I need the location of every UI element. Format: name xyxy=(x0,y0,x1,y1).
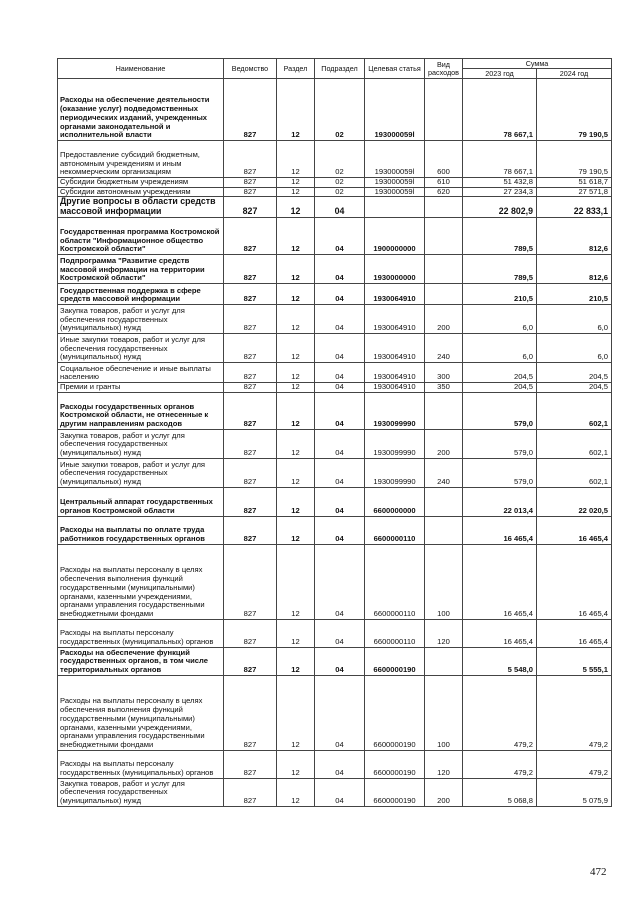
row-sum-2024: 22 020,5 xyxy=(537,487,612,516)
header-name: Наименование xyxy=(58,59,224,79)
row-article: 1930000000 xyxy=(365,255,425,284)
row-podrazdel: 04 xyxy=(315,778,365,806)
row-razdel: 12 xyxy=(277,392,315,429)
row-article: 6600000190 xyxy=(365,647,425,675)
row-ved: 827 xyxy=(224,487,277,516)
row-article: 1930064910 xyxy=(365,363,425,383)
table-row xyxy=(58,458,612,487)
row-name: Расходы на обеспечение функций государственных органов, в том числе территориальных органов xyxy=(58,647,224,675)
table-row xyxy=(58,197,612,218)
row-name: Расходы на выплаты персоналу государственных (муниципальных) органов xyxy=(58,619,224,647)
row-ved: 827 xyxy=(224,284,277,305)
row-article: 6600000110 xyxy=(365,619,425,647)
row-podrazdel: 04 xyxy=(315,750,365,778)
row-razdel: 12 xyxy=(277,750,315,778)
row-name: Закупка товаров, работ и услуг для обеспечения государственных (муниципальных) нужд xyxy=(58,429,224,458)
row-name: Предоставление субсидий бюджетным, автономным учреждениям и иным некоммерческим организациям xyxy=(58,141,224,178)
table-row xyxy=(58,429,612,458)
row-sum-2023: 579,0 xyxy=(463,429,537,458)
row-razdel: 12 xyxy=(277,383,315,393)
row-podrazdel: 04 xyxy=(315,544,365,619)
row-name: Субсидии автономным учреждениям xyxy=(58,187,224,197)
row-ved: 827 xyxy=(224,178,277,188)
row-sum-2023: 789,5 xyxy=(463,218,537,255)
row-sum-2024: 204,5 xyxy=(537,383,612,393)
header-article: Целевая статья xyxy=(365,59,425,79)
row-ved: 827 xyxy=(224,458,277,487)
row-podrazdel: 02 xyxy=(315,79,365,141)
row-vid: 600 xyxy=(425,141,463,178)
row-vid: 100 xyxy=(425,544,463,619)
row-vid: 620 xyxy=(425,187,463,197)
row-name: Расходы на выплаты персоналу государственных (муниципальных) органов xyxy=(58,750,224,778)
row-sum-2024: 22 833,1 xyxy=(537,197,612,218)
row-name: Государственная программа Костромской области "Информационное общество Костромской области" xyxy=(58,218,224,255)
row-sum-2024: 16 465,4 xyxy=(537,516,612,544)
row-name: Премии и гранты xyxy=(58,383,224,393)
row-podrazdel: 04 xyxy=(315,516,365,544)
row-vid: 610 xyxy=(425,178,463,188)
row-razdel: 12 xyxy=(277,429,315,458)
table-row xyxy=(58,619,612,647)
row-razdel: 12 xyxy=(277,544,315,619)
row-podrazdel: 04 xyxy=(315,619,365,647)
row-name: Закупка товаров, работ и услуг для обеспечения государственных (муниципальных) нужд xyxy=(58,305,224,334)
row-razdel: 12 xyxy=(277,79,315,141)
table-row xyxy=(58,79,612,141)
row-vid: 120 xyxy=(425,619,463,647)
row-razdel: 12 xyxy=(277,197,315,218)
row-sum-2024: 479,2 xyxy=(537,750,612,778)
row-podrazdel: 04 xyxy=(315,284,365,305)
row-podrazdel: 04 xyxy=(315,305,365,334)
row-razdel: 12 xyxy=(277,141,315,178)
row-ved: 827 xyxy=(224,255,277,284)
row-sum-2023: 210,5 xyxy=(463,284,537,305)
row-sum-2023: 6,0 xyxy=(463,334,537,363)
row-article: 1930064910 xyxy=(365,334,425,363)
row-sum-2023: 16 465,4 xyxy=(463,544,537,619)
row-ved: 827 xyxy=(224,218,277,255)
row-ved: 827 xyxy=(224,141,277,178)
row-sum-2023: 16 465,4 xyxy=(463,516,537,544)
row-vid xyxy=(425,79,463,141)
row-name: Другие вопросы в области средств массовой информации xyxy=(58,197,224,218)
table-row xyxy=(58,178,612,188)
row-article: 6600000110 xyxy=(365,516,425,544)
row-article: 1930064910 xyxy=(365,305,425,334)
row-razdel: 12 xyxy=(277,516,315,544)
row-ved: 827 xyxy=(224,516,277,544)
row-vid xyxy=(425,647,463,675)
row-name: Центральный аппарат государственных органов Костромской области xyxy=(58,487,224,516)
header-razdel: Раздел xyxy=(277,59,315,79)
row-sum-2023: 51 432,8 xyxy=(463,178,537,188)
row-article: 1930064910 xyxy=(365,383,425,393)
row-vid xyxy=(425,487,463,516)
row-razdel: 12 xyxy=(277,647,315,675)
row-razdel: 12 xyxy=(277,334,315,363)
row-podrazdel: 04 xyxy=(315,218,365,255)
row-ved: 827 xyxy=(224,363,277,383)
table-row xyxy=(58,363,612,383)
row-sum-2024: 79 190,5 xyxy=(537,79,612,141)
header-2023: 2023 год xyxy=(463,69,537,79)
row-vid: 100 xyxy=(425,675,463,750)
row-sum-2023: 22 013,4 xyxy=(463,487,537,516)
row-sum-2023: 204,5 xyxy=(463,363,537,383)
row-podrazdel: 04 xyxy=(315,334,365,363)
row-vid: 200 xyxy=(425,305,463,334)
row-vid: 120 xyxy=(425,750,463,778)
row-sum-2024: 27 571,8 xyxy=(537,187,612,197)
table-row xyxy=(58,255,612,284)
table-row xyxy=(58,778,612,806)
row-sum-2024: 16 465,4 xyxy=(537,544,612,619)
table-row xyxy=(58,383,612,393)
row-name: Расходы на выплаты персоналу в целях обеспечения выполнения функций государственными (муниципальными) органами, казенными учреждениями, органами управления государственными внебюджетными фондами xyxy=(58,544,224,619)
row-podrazdel: 04 xyxy=(315,363,365,383)
row-podrazdel: 04 xyxy=(315,647,365,675)
row-vid: 350 xyxy=(425,383,463,393)
row-sum-2023: 579,0 xyxy=(463,392,537,429)
row-sum-2023: 479,2 xyxy=(463,750,537,778)
row-sum-2023: 789,5 xyxy=(463,255,537,284)
row-article: 193000059l xyxy=(365,141,425,178)
page-number: 472 xyxy=(590,866,607,878)
row-podrazdel: 04 xyxy=(315,487,365,516)
row-podrazdel: 04 xyxy=(315,675,365,750)
row-sum-2023: 5 548,0 xyxy=(463,647,537,675)
table-row xyxy=(58,141,612,178)
table-row xyxy=(58,544,612,619)
row-name: Подпрограмма "Развитие средств массовой информации на территории Костромской области" xyxy=(58,255,224,284)
row-sum-2023: 5 068,8 xyxy=(463,778,537,806)
row-article: 6600000190 xyxy=(365,750,425,778)
row-sum-2024: 812,6 xyxy=(537,255,612,284)
row-sum-2023: 579,0 xyxy=(463,458,537,487)
row-razdel: 12 xyxy=(277,305,315,334)
row-sum-2024: 210,5 xyxy=(537,284,612,305)
row-razdel: 12 xyxy=(277,255,315,284)
budget-table xyxy=(57,58,612,807)
row-razdel: 12 xyxy=(277,675,315,750)
row-sum-2024: 5 075,9 xyxy=(537,778,612,806)
row-vid: 300 xyxy=(425,363,463,383)
header-summa: Сумма xyxy=(463,59,612,69)
row-podrazdel: 04 xyxy=(315,429,365,458)
row-ved: 827 xyxy=(224,305,277,334)
row-vid xyxy=(425,218,463,255)
row-podrazdel: 04 xyxy=(315,197,365,218)
row-podrazdel: 02 xyxy=(315,187,365,197)
row-razdel: 12 xyxy=(277,619,315,647)
row-sum-2023: 27 234,3 xyxy=(463,187,537,197)
row-sum-2024: 16 465,4 xyxy=(537,619,612,647)
row-article: 6600000110 xyxy=(365,544,425,619)
row-vid xyxy=(425,255,463,284)
row-sum-2024: 602,1 xyxy=(537,458,612,487)
row-name: Закупка товаров, работ и услуг для обеспечения государственных (муниципальных) нужд xyxy=(58,778,224,806)
row-name: Расходы на выплаты по оплате труда работников государственных органов xyxy=(58,516,224,544)
row-sum-2024: 6,0 xyxy=(537,334,612,363)
row-vid: 240 xyxy=(425,334,463,363)
row-sum-2024: 479,2 xyxy=(537,675,612,750)
row-sum-2023: 6,0 xyxy=(463,305,537,334)
table-row xyxy=(58,392,612,429)
row-article: 1930099990 xyxy=(365,458,425,487)
row-article: 1930064910 xyxy=(365,284,425,305)
row-razdel: 12 xyxy=(277,178,315,188)
row-ved: 827 xyxy=(224,675,277,750)
row-vid xyxy=(425,392,463,429)
row-razdel: 12 xyxy=(277,487,315,516)
row-podrazdel: 04 xyxy=(315,392,365,429)
row-name: Расходы на выплаты персоналу в целях обеспечения выполнения функций государственными (муниципальными) органами, казенными учреждениями, органами управления государственными внебюджетными фондами xyxy=(58,675,224,750)
table-row xyxy=(58,305,612,334)
header-2024: 2024 год xyxy=(537,69,612,79)
row-razdel: 12 xyxy=(277,218,315,255)
row-name: Социальное обеспечение и иные выплаты населению xyxy=(58,363,224,383)
table-row xyxy=(58,750,612,778)
row-article: 193000059l xyxy=(365,178,425,188)
row-ved: 827 xyxy=(224,334,277,363)
table-row xyxy=(58,487,612,516)
row-razdel: 12 xyxy=(277,363,315,383)
row-vid: 240 xyxy=(425,458,463,487)
row-sum-2023: 204,5 xyxy=(463,383,537,393)
row-ved: 827 xyxy=(224,778,277,806)
header-ved: Ведомство xyxy=(224,59,277,79)
row-sum-2024: 51 618,7 xyxy=(537,178,612,188)
row-article: 193000059l xyxy=(365,187,425,197)
row-vid: 200 xyxy=(425,778,463,806)
row-sum-2024: 6,0 xyxy=(537,305,612,334)
row-sum-2024: 5 555,1 xyxy=(537,647,612,675)
row-name: Иные закупки товаров, работ и услуг для обеспечения государственных (муниципальных) нужд xyxy=(58,458,224,487)
row-podrazdel: 04 xyxy=(315,458,365,487)
table-row xyxy=(58,284,612,305)
row-vid xyxy=(425,197,463,218)
row-podrazdel: 02 xyxy=(315,141,365,178)
row-ved: 827 xyxy=(224,619,277,647)
row-razdel: 12 xyxy=(277,778,315,806)
budget-table-sheet xyxy=(57,58,611,807)
row-article: 6600000190 xyxy=(365,778,425,806)
row-razdel: 12 xyxy=(277,458,315,487)
table-row xyxy=(58,334,612,363)
row-name: Иные закупки товаров, работ и услуг для обеспечения государственных (муниципальных) нужд xyxy=(58,334,224,363)
header-podrazdel: Подраздел xyxy=(315,59,365,79)
row-name: Расходы на обеспечение деятельности (оказание услуг) подведомственных периодических изданий, учрежденных органами законодательной и исполнительной власти xyxy=(58,79,224,141)
row-ved: 827 xyxy=(224,750,277,778)
row-razdel: 12 xyxy=(277,284,315,305)
row-sum-2023: 16 465,4 xyxy=(463,619,537,647)
row-name: Расходы государственных органов Костромской области, не отнесенные к другим направлениям расходов xyxy=(58,392,224,429)
row-vid xyxy=(425,284,463,305)
table-row xyxy=(58,516,612,544)
row-ved: 827 xyxy=(224,197,277,218)
table-row xyxy=(58,675,612,750)
row-article xyxy=(365,197,425,218)
table-row xyxy=(58,218,612,255)
row-article: 6600000000 xyxy=(365,487,425,516)
row-podrazdel: 04 xyxy=(315,383,365,393)
row-ved: 827 xyxy=(224,383,277,393)
row-podrazdel: 04 xyxy=(315,255,365,284)
row-razdel: 12 xyxy=(277,187,315,197)
table-row xyxy=(58,647,612,675)
row-ved: 827 xyxy=(224,429,277,458)
row-sum-2023: 78 667,1 xyxy=(463,141,537,178)
row-vid: 200 xyxy=(425,429,463,458)
row-sum-2023: 479,2 xyxy=(463,675,537,750)
row-article: 1930099990 xyxy=(365,392,425,429)
row-sum-2024: 602,1 xyxy=(537,392,612,429)
row-ved: 827 xyxy=(224,647,277,675)
row-vid xyxy=(425,516,463,544)
row-name: Субсидии бюджетным учреждениям xyxy=(58,178,224,188)
row-sum-2024: 204,5 xyxy=(537,363,612,383)
row-ved: 827 xyxy=(224,392,277,429)
row-sum-2023: 22 802,9 xyxy=(463,197,537,218)
row-article: 193000059l xyxy=(365,79,425,141)
row-article: 1900000000 xyxy=(365,218,425,255)
row-ved: 827 xyxy=(224,544,277,619)
row-ved: 827 xyxy=(224,79,277,141)
table-body xyxy=(58,79,612,807)
row-sum-2023: 78 667,1 xyxy=(463,79,537,141)
row-article: 1930099990 xyxy=(365,429,425,458)
row-article: 6600000190 xyxy=(365,675,425,750)
row-podrazdel: 02 xyxy=(315,178,365,188)
row-sum-2024: 79 190,5 xyxy=(537,141,612,178)
row-sum-2024: 602,1 xyxy=(537,429,612,458)
row-ved: 827 xyxy=(224,187,277,197)
header-vid: Вид расходов xyxy=(425,59,463,79)
row-name: Государственная поддержка в сфере средств массовой информации xyxy=(58,284,224,305)
row-sum-2024: 812,6 xyxy=(537,218,612,255)
